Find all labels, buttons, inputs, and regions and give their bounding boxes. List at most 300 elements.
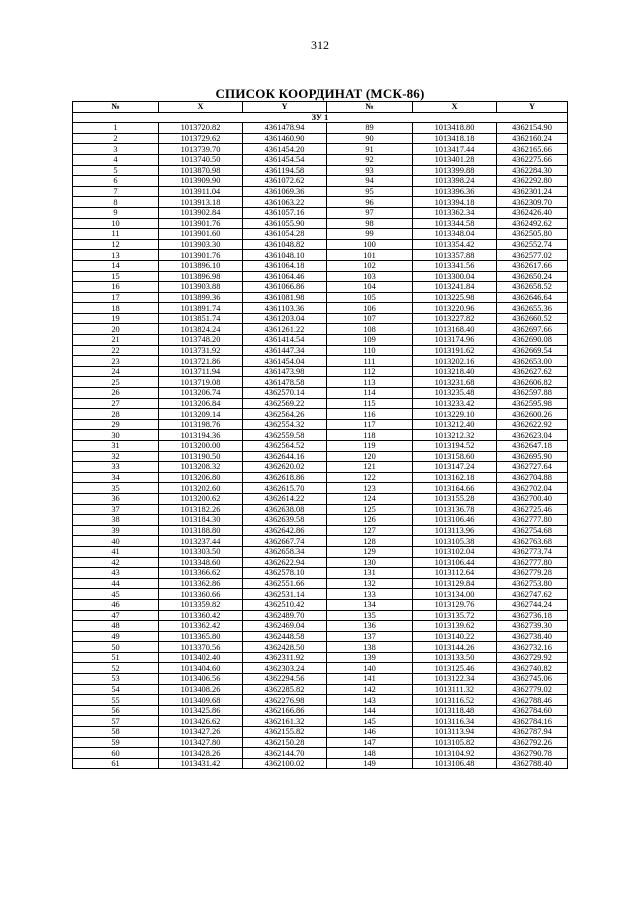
- y-value-cell: 4362620.02: [243, 462, 327, 473]
- point-number-cell: 14: [73, 260, 159, 271]
- y-value-cell: 4361054.28: [243, 229, 327, 240]
- point-number-cell: 117: [327, 419, 413, 430]
- point-number-cell: 49: [73, 631, 159, 642]
- x-value-cell: 1013220.96: [413, 303, 497, 314]
- y-value-cell: 4362779.02: [497, 684, 568, 695]
- y-value-cell: 4361454.04: [243, 356, 327, 367]
- y-value-cell: 4362747.62: [497, 589, 568, 600]
- y-value-cell: 4362792.26: [497, 737, 568, 748]
- y-value-cell: 4362732.16: [497, 642, 568, 653]
- point-number-cell: 109: [327, 335, 413, 346]
- y-value-cell: 4362100.02: [243, 758, 327, 769]
- y-value-cell: 4361069.36: [243, 186, 327, 197]
- x-value-cell: 1013851.74: [159, 313, 243, 324]
- y-value-cell: 4362763.68: [497, 536, 568, 547]
- table-row: [73, 525, 568, 536]
- document-title: СПИСОК КООРДИНАТ (МСК-86): [215, 86, 425, 101]
- y-value-cell: 4361103.36: [243, 303, 327, 314]
- x-value-cell: 1013408.26: [159, 684, 243, 695]
- point-number-cell: 123: [327, 483, 413, 494]
- x-value-cell: 1013209.14: [159, 409, 243, 420]
- point-number-cell: 102: [327, 260, 413, 271]
- point-number-cell: 5: [73, 165, 159, 176]
- point-number-cell: 120: [327, 451, 413, 462]
- x-value-cell: 1013164.66: [413, 483, 497, 494]
- x-value-cell: 1013118.48: [413, 705, 497, 716]
- y-value-cell: 4362150.28: [243, 737, 327, 748]
- x-value-cell: 1013158.60: [413, 451, 497, 462]
- table-row: [73, 260, 568, 271]
- y-value-cell: 4362154.90: [497, 123, 568, 134]
- x-value-cell: 1013134.00: [413, 589, 497, 600]
- table-row: [73, 398, 568, 409]
- x-value-cell: 1013200.00: [159, 441, 243, 452]
- table-row: [73, 557, 568, 568]
- table-row: [73, 239, 568, 250]
- x-value-cell: 1013202.16: [413, 356, 497, 367]
- point-number-cell: 103: [327, 271, 413, 282]
- x-value-cell: 1013194.52: [413, 441, 497, 452]
- point-number-cell: 19: [73, 313, 159, 324]
- y-value-cell: 4361478.58: [243, 377, 327, 388]
- x-value-cell: 1013112.64: [413, 568, 497, 579]
- point-number-cell: 116: [327, 409, 413, 420]
- table-body: [73, 112, 568, 769]
- point-number-cell: 98: [327, 218, 413, 229]
- table-row: [73, 197, 568, 208]
- point-number-cell: 53: [73, 674, 159, 685]
- x-value-cell: 1013206.84: [159, 398, 243, 409]
- point-number-cell: 43: [73, 568, 159, 579]
- y-value-cell: 4362276.98: [243, 695, 327, 706]
- y-value-cell: 4362155.82: [243, 727, 327, 738]
- y-value-cell: 4362614.22: [243, 493, 327, 504]
- point-number-cell: 124: [327, 493, 413, 504]
- x-value-cell: 1013104.92: [413, 748, 497, 759]
- x-value-cell: 1013229.10: [413, 409, 497, 420]
- table-row: [73, 621, 568, 632]
- x-value-cell: 1013212.40: [413, 419, 497, 430]
- y-value-cell: 4362600.26: [497, 409, 568, 420]
- point-number-cell: 111: [327, 356, 413, 367]
- x-value-cell: 1013190.50: [159, 451, 243, 462]
- y-value-cell: 4362704.88: [497, 472, 568, 483]
- y-value-cell: 4362738.40: [497, 631, 568, 642]
- x-value-cell: 1013731.92: [159, 345, 243, 356]
- y-value-cell: 4362658.34: [243, 546, 327, 557]
- point-number-cell: 137: [327, 631, 413, 642]
- x-value-cell: 1013409.68: [159, 695, 243, 706]
- x-value-cell: 1013711.94: [159, 366, 243, 377]
- point-number-cell: 36: [73, 493, 159, 504]
- x-value-cell: 1013425.86: [159, 705, 243, 716]
- point-number-cell: 139: [327, 652, 413, 663]
- x-value-cell: 1013901.76: [159, 218, 243, 229]
- table-row: [73, 176, 568, 187]
- point-number-cell: 8: [73, 197, 159, 208]
- table-row: [73, 674, 568, 685]
- point-number-cell: 128: [327, 536, 413, 547]
- x-value-cell: 1013365.80: [159, 631, 243, 642]
- y-value-cell: 4362554.32: [243, 419, 327, 430]
- header-x-left: X: [159, 102, 243, 113]
- y-value-cell: 4362627.62: [497, 366, 568, 377]
- y-value-cell: 4362597.88: [497, 388, 568, 399]
- point-number-cell: 106: [327, 303, 413, 314]
- y-value-cell: 4362311.92: [243, 652, 327, 663]
- header-y-left: Y: [243, 102, 327, 113]
- y-value-cell: 4362469.04: [243, 621, 327, 632]
- x-value-cell: 1013404.60: [159, 663, 243, 674]
- x-value-cell: 1013140.22: [413, 631, 497, 642]
- x-value-cell: 1013370.56: [159, 642, 243, 653]
- x-value-cell: 1013348.04: [413, 229, 497, 240]
- x-value-cell: 1013360.66: [159, 589, 243, 600]
- table-row: [73, 546, 568, 557]
- y-value-cell: 4361478.94: [243, 123, 327, 134]
- y-value-cell: 4362642.86: [243, 525, 327, 536]
- y-value-cell: 4362702.04: [497, 483, 568, 494]
- x-value-cell: 1013398.24: [413, 176, 497, 187]
- y-value-cell: 4361454.20: [243, 144, 327, 155]
- point-number-cell: 48: [73, 621, 159, 632]
- x-value-cell: 1013362.42: [159, 621, 243, 632]
- x-value-cell: 1013218.40: [413, 366, 497, 377]
- x-value-cell: 1013899.36: [159, 292, 243, 303]
- y-value-cell: 4361057.16: [243, 207, 327, 218]
- point-number-cell: 108: [327, 324, 413, 335]
- point-number-cell: 26: [73, 388, 159, 399]
- table-row: [73, 716, 568, 727]
- x-value-cell: 1013909.90: [159, 176, 243, 187]
- point-number-cell: 18: [73, 303, 159, 314]
- x-value-cell: 1013428.26: [159, 748, 243, 759]
- table-row: [73, 409, 568, 420]
- x-value-cell: 1013354.42: [413, 239, 497, 250]
- point-number-cell: 104: [327, 282, 413, 293]
- x-value-cell: 1013237.44: [159, 536, 243, 547]
- y-value-cell: 4361064.46: [243, 271, 327, 282]
- y-value-cell: 4362448.58: [243, 631, 327, 642]
- x-value-cell: 1013824.24: [159, 324, 243, 335]
- table-row: [73, 663, 568, 674]
- y-value-cell: 4362595.98: [497, 398, 568, 409]
- point-number-cell: 24: [73, 366, 159, 377]
- x-value-cell: 1013125.46: [413, 663, 497, 674]
- x-value-cell: 1013168.40: [413, 324, 497, 335]
- y-value-cell: 4362660.52: [497, 313, 568, 324]
- point-number-cell: 94: [327, 176, 413, 187]
- header-y-right: Y: [497, 102, 568, 113]
- table-row: [73, 430, 568, 441]
- y-value-cell: 4362777.80: [497, 557, 568, 568]
- x-value-cell: 1013303.50: [159, 546, 243, 557]
- y-value-cell: 4362788.46: [497, 695, 568, 706]
- y-value-cell: 4362564.26: [243, 409, 327, 420]
- y-value-cell: 4361048.82: [243, 239, 327, 250]
- y-value-cell: 4362788.40: [497, 758, 568, 769]
- point-number-cell: 91: [327, 144, 413, 155]
- zone-label: ЗУ 1: [73, 112, 568, 123]
- point-number-cell: 89: [327, 123, 413, 134]
- point-number-cell: 37: [73, 504, 159, 515]
- table-row: [73, 292, 568, 303]
- y-value-cell: 4362729.92: [497, 652, 568, 663]
- table-row: [73, 335, 568, 346]
- header-x-right: X: [413, 102, 497, 113]
- table-row: [73, 727, 568, 738]
- point-number-cell: 21: [73, 335, 159, 346]
- point-number-cell: 25: [73, 377, 159, 388]
- table-row: [73, 737, 568, 748]
- x-value-cell: 1013174.96: [413, 335, 497, 346]
- point-number-cell: 58: [73, 727, 159, 738]
- x-value-cell: 1013417.44: [413, 144, 497, 155]
- table-row: [73, 536, 568, 547]
- table-row: [73, 313, 568, 324]
- x-value-cell: 1013359.82: [159, 599, 243, 610]
- table-row: [73, 165, 568, 176]
- x-value-cell: 1013721.86: [159, 356, 243, 367]
- x-value-cell: 1013147.24: [413, 462, 497, 473]
- y-value-cell: 4362301.24: [497, 186, 568, 197]
- y-value-cell: 4362144.70: [243, 748, 327, 759]
- point-number-cell: 90: [327, 133, 413, 144]
- y-value-cell: 4362736.18: [497, 610, 568, 621]
- y-value-cell: 4362492.62: [497, 218, 568, 229]
- point-number-cell: 31: [73, 441, 159, 452]
- y-value-cell: 4362777.80: [497, 515, 568, 526]
- table-row: [73, 419, 568, 430]
- x-value-cell: 1013133.50: [413, 652, 497, 663]
- x-value-cell: 1013241.84: [413, 282, 497, 293]
- x-value-cell: 1013116.52: [413, 695, 497, 706]
- point-number-cell: 41: [73, 546, 159, 557]
- point-number-cell: 7: [73, 186, 159, 197]
- y-value-cell: 4361447.34: [243, 345, 327, 356]
- x-value-cell: 1013225.98: [413, 292, 497, 303]
- point-number-cell: 33: [73, 462, 159, 473]
- table-row: [73, 610, 568, 621]
- x-value-cell: 1013233.42: [413, 398, 497, 409]
- y-value-cell: 4362753.80: [497, 578, 568, 589]
- x-value-cell: 1013208.32: [159, 462, 243, 473]
- y-value-cell: 4362489.70: [243, 610, 327, 621]
- x-value-cell: 1013896.10: [159, 260, 243, 271]
- x-value-cell: 1013231.68: [413, 377, 497, 388]
- point-number-cell: 28: [73, 409, 159, 420]
- y-value-cell: 4362284.30: [497, 165, 568, 176]
- point-number-cell: 45: [73, 589, 159, 600]
- x-value-cell: 1013198.76: [159, 419, 243, 430]
- point-number-cell: 131: [327, 568, 413, 579]
- point-number-cell: 115: [327, 398, 413, 409]
- point-number-cell: 97: [327, 207, 413, 218]
- table-row: [73, 695, 568, 706]
- x-value-cell: 1013206.74: [159, 388, 243, 399]
- table-row: [73, 599, 568, 610]
- point-number-cell: 39: [73, 525, 159, 536]
- x-value-cell: 1013135.72: [413, 610, 497, 621]
- y-value-cell: 4362615.70: [243, 483, 327, 494]
- y-value-cell: 4362275.66: [497, 154, 568, 165]
- y-value-cell: 4362784.60: [497, 705, 568, 716]
- y-value-cell: 4362739.30: [497, 621, 568, 632]
- table-row: [73, 250, 568, 261]
- y-value-cell: 4362426.40: [497, 207, 568, 218]
- table-row: [73, 144, 568, 155]
- y-value-cell: 4362161.32: [243, 716, 327, 727]
- point-number-cell: 136: [327, 621, 413, 632]
- table-row: [73, 568, 568, 579]
- y-value-cell: 4361063.22: [243, 197, 327, 208]
- y-value-cell: 4362285.82: [243, 684, 327, 695]
- x-value-cell: 1013191.62: [413, 345, 497, 356]
- y-value-cell: 4362690.08: [497, 335, 568, 346]
- point-number-cell: 99: [327, 229, 413, 240]
- point-number-cell: 35: [73, 483, 159, 494]
- y-value-cell: 4362309.70: [497, 197, 568, 208]
- x-value-cell: 1013427.26: [159, 727, 243, 738]
- table-row: [73, 462, 568, 473]
- table-row: [73, 705, 568, 716]
- point-number-cell: 1: [73, 123, 159, 134]
- y-value-cell: 4361048.10: [243, 250, 327, 261]
- x-value-cell: 1013200.62: [159, 493, 243, 504]
- table-row: [73, 388, 568, 399]
- point-number-cell: 148: [327, 748, 413, 759]
- point-number-cell: 129: [327, 546, 413, 557]
- point-number-cell: 147: [327, 737, 413, 748]
- table-header-row: [73, 102, 568, 113]
- y-value-cell: 4362695.90: [497, 451, 568, 462]
- zone-row: [73, 112, 568, 123]
- x-value-cell: 1013720.82: [159, 123, 243, 134]
- table-row: [73, 356, 568, 367]
- point-number-cell: 29: [73, 419, 159, 430]
- point-number-cell: 112: [327, 366, 413, 377]
- y-value-cell: 4362745.06: [497, 674, 568, 685]
- y-value-cell: 4361454.54: [243, 154, 327, 165]
- table-row: [73, 652, 568, 663]
- y-value-cell: 4362646.64: [497, 292, 568, 303]
- table-row: [73, 441, 568, 452]
- x-value-cell: 1013341.56: [413, 260, 497, 271]
- point-number-cell: 9: [73, 207, 159, 218]
- point-number-cell: 144: [327, 705, 413, 716]
- x-value-cell: 1013300.04: [413, 271, 497, 282]
- x-value-cell: 1013901.76: [159, 250, 243, 261]
- y-value-cell: 4361066.86: [243, 282, 327, 293]
- point-number-cell: 133: [327, 589, 413, 600]
- x-value-cell: 1013129.84: [413, 578, 497, 589]
- point-number-cell: 6: [73, 176, 159, 187]
- header-number-left: №: [73, 102, 159, 113]
- table-row: [73, 377, 568, 388]
- y-value-cell: 4362784.16: [497, 716, 568, 727]
- point-number-cell: 46: [73, 599, 159, 610]
- x-value-cell: 1013357.88: [413, 250, 497, 261]
- point-number-cell: 38: [73, 515, 159, 526]
- x-value-cell: 1013116.34: [413, 716, 497, 727]
- table-row: [73, 154, 568, 165]
- y-value-cell: 4362578.10: [243, 568, 327, 579]
- x-value-cell: 1013427.80: [159, 737, 243, 748]
- x-value-cell: 1013206.80: [159, 472, 243, 483]
- point-number-cell: 15: [73, 271, 159, 282]
- y-value-cell: 4362559.58: [243, 430, 327, 441]
- x-value-cell: 1013891.74: [159, 303, 243, 314]
- y-value-cell: 4362754.68: [497, 525, 568, 536]
- y-value-cell: 4361081.98: [243, 292, 327, 303]
- point-number-cell: 27: [73, 398, 159, 409]
- point-number-cell: 149: [327, 758, 413, 769]
- x-value-cell: 1013362.34: [413, 207, 497, 218]
- y-value-cell: 4362510.42: [243, 599, 327, 610]
- y-value-cell: 4362650.24: [497, 271, 568, 282]
- x-value-cell: 1013426.62: [159, 716, 243, 727]
- table-row: [73, 589, 568, 600]
- table-row: [73, 493, 568, 504]
- x-value-cell: 1013366.62: [159, 568, 243, 579]
- x-value-cell: 1013901.60: [159, 229, 243, 240]
- table-row: [73, 578, 568, 589]
- point-number-cell: 3: [73, 144, 159, 155]
- x-value-cell: 1013106.48: [413, 758, 497, 769]
- point-number-cell: 118: [327, 430, 413, 441]
- x-value-cell: 1013394.18: [413, 197, 497, 208]
- table-row: [73, 451, 568, 462]
- point-number-cell: 145: [327, 716, 413, 727]
- point-number-cell: 143: [327, 695, 413, 706]
- x-value-cell: 1013184.30: [159, 515, 243, 526]
- y-value-cell: 4361473.98: [243, 366, 327, 377]
- x-value-cell: 1013227.82: [413, 313, 497, 324]
- y-value-cell: 4362744.24: [497, 599, 568, 610]
- y-value-cell: 4361072.62: [243, 176, 327, 187]
- point-number-cell: 114: [327, 388, 413, 399]
- point-number-cell: 22: [73, 345, 159, 356]
- point-number-cell: 61: [73, 758, 159, 769]
- y-value-cell: 4362727.64: [497, 462, 568, 473]
- y-value-cell: 4361055.90: [243, 218, 327, 229]
- table-row: [73, 758, 568, 769]
- x-value-cell: 1013212.32: [413, 430, 497, 441]
- y-value-cell: 4362303.24: [243, 663, 327, 674]
- point-number-cell: 13: [73, 250, 159, 261]
- point-number-cell: 101: [327, 250, 413, 261]
- point-number-cell: 119: [327, 441, 413, 452]
- x-value-cell: 1013139.62: [413, 621, 497, 632]
- x-value-cell: 1013105.38: [413, 536, 497, 547]
- y-value-cell: 4362564.52: [243, 441, 327, 452]
- point-number-cell: 140: [327, 663, 413, 674]
- x-value-cell: 1013129.76: [413, 599, 497, 610]
- x-value-cell: 1013719.08: [159, 377, 243, 388]
- table-row: [73, 207, 568, 218]
- y-value-cell: 4361194.58: [243, 165, 327, 176]
- x-value-cell: 1013102.04: [413, 546, 497, 557]
- x-value-cell: 1013182.26: [159, 504, 243, 515]
- point-number-cell: 110: [327, 345, 413, 356]
- x-value-cell: 1013360.42: [159, 610, 243, 621]
- y-value-cell: 4361460.90: [243, 133, 327, 144]
- point-number-cell: 96: [327, 197, 413, 208]
- y-value-cell: 4362644.16: [243, 451, 327, 462]
- page-number: 312: [311, 38, 329, 52]
- y-value-cell: 4362725.46: [497, 504, 568, 515]
- point-number-cell: 30: [73, 430, 159, 441]
